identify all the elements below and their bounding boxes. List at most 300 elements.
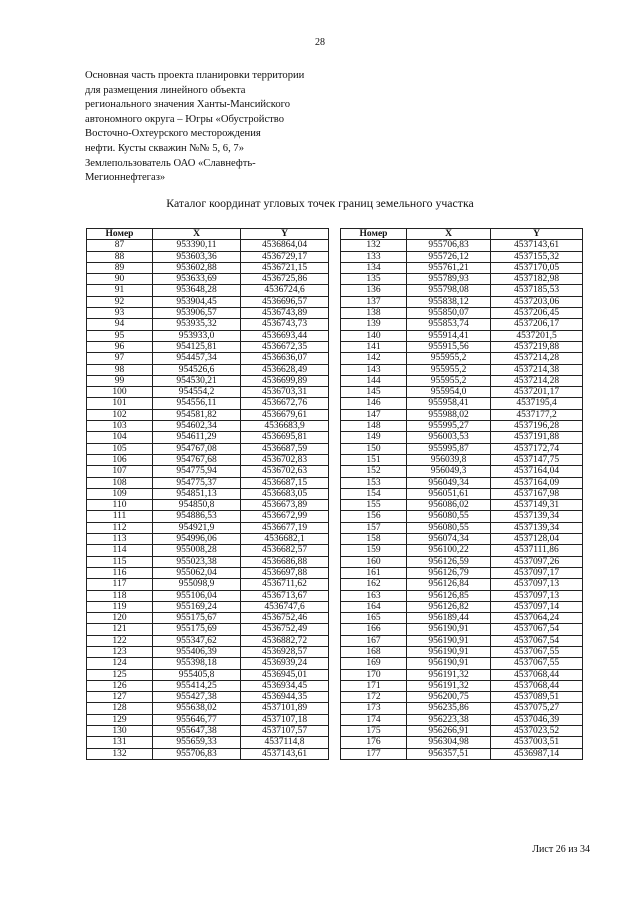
cell-x: 954581,82 xyxy=(153,409,241,420)
cell-number: 164 xyxy=(341,601,407,612)
table-row xyxy=(341,737,583,748)
cell-y: 4537172,74 xyxy=(491,443,583,454)
cell-x: 956051,61 xyxy=(407,488,491,499)
cell-x: 955955,2 xyxy=(407,364,491,375)
cell-x: 956190,91 xyxy=(407,658,491,669)
cell-number: 105 xyxy=(87,443,153,454)
cell-x: 954556,11 xyxy=(153,398,241,409)
cell-number: 88 xyxy=(87,251,153,262)
cell-number: 130 xyxy=(87,726,153,737)
cell-number: 177 xyxy=(341,748,407,759)
table-row xyxy=(87,262,329,273)
cell-y: 4537068,44 xyxy=(491,669,583,680)
cell-x: 953602,88 xyxy=(153,262,241,273)
cell-y: 4537155,32 xyxy=(491,251,583,262)
cell-x: 953933,0 xyxy=(153,330,241,341)
cell-y: 4537143,61 xyxy=(241,748,329,759)
table-row xyxy=(87,319,329,330)
table-row xyxy=(341,296,583,307)
table-row xyxy=(341,601,583,612)
cell-x: 955175,69 xyxy=(153,624,241,635)
column-header-x: X xyxy=(153,229,241,240)
table-row xyxy=(87,488,329,499)
cell-y: 4537195,4 xyxy=(491,398,583,409)
cell-x: 956126,59 xyxy=(407,556,491,567)
table-row xyxy=(87,409,329,420)
cell-x: 954775,37 xyxy=(153,477,241,488)
cell-number: 136 xyxy=(341,285,407,296)
cell-x: 954850,8 xyxy=(153,500,241,511)
table-row xyxy=(341,466,583,477)
cell-number: 142 xyxy=(341,353,407,364)
cell-x: 954125,81 xyxy=(153,341,241,352)
cell-number: 87 xyxy=(87,240,153,251)
cell-y: 4537097,13 xyxy=(491,579,583,590)
cell-y: 4537201,5 xyxy=(491,330,583,341)
cell-x: 956357,51 xyxy=(407,748,491,759)
cell-number: 116 xyxy=(87,567,153,578)
cell-x: 956049,34 xyxy=(407,477,491,488)
table-row xyxy=(87,353,329,364)
table-row xyxy=(341,624,583,635)
table-row xyxy=(87,680,329,691)
table-row xyxy=(87,330,329,341)
cell-y: 4537219,88 xyxy=(491,341,583,352)
table-row xyxy=(87,590,329,601)
cell-y: 4536687,15 xyxy=(241,477,329,488)
cell-x: 954530,21 xyxy=(153,375,241,386)
cell-number: 161 xyxy=(341,567,407,578)
table-row xyxy=(341,488,583,499)
cell-y: 4536677,19 xyxy=(241,522,329,533)
cell-number: 99 xyxy=(87,375,153,386)
table-row xyxy=(87,579,329,590)
cell-x: 955915,56 xyxy=(407,341,491,352)
table-row xyxy=(87,387,329,398)
cell-x: 953935,32 xyxy=(153,319,241,330)
cell-number: 101 xyxy=(87,398,153,409)
header-line: Восточно-Охтеурского месторождения xyxy=(85,128,261,140)
cell-number: 158 xyxy=(341,534,407,545)
table-row xyxy=(87,748,329,759)
table-row xyxy=(341,646,583,657)
cell-x: 955798,08 xyxy=(407,285,491,296)
cell-x: 955106,04 xyxy=(153,590,241,601)
cell-y: 4536713,67 xyxy=(241,590,329,601)
cell-y: 4537097,14 xyxy=(491,601,583,612)
table-row xyxy=(341,454,583,465)
cell-x: 955955,2 xyxy=(407,353,491,364)
cell-x: 955406,39 xyxy=(153,646,241,657)
cell-number: 100 xyxy=(87,387,153,398)
cell-number: 89 xyxy=(87,262,153,273)
cell-y: 4537182,98 xyxy=(491,274,583,285)
cell-y: 4537185,53 xyxy=(491,285,583,296)
cell-x: 956126,79 xyxy=(407,567,491,578)
table-row xyxy=(87,274,329,285)
cell-number: 133 xyxy=(341,251,407,262)
cell-number: 121 xyxy=(87,624,153,635)
cell-y: 4537206,45 xyxy=(491,308,583,319)
table-row xyxy=(87,669,329,680)
cell-y: 4536747,6 xyxy=(241,601,329,612)
cell-y: 4537214,38 xyxy=(491,364,583,375)
cell-x: 953906,57 xyxy=(153,308,241,319)
cell-number: 170 xyxy=(341,669,407,680)
cell-number: 175 xyxy=(341,726,407,737)
table-row xyxy=(341,726,583,737)
cell-number: 135 xyxy=(341,274,407,285)
table-row xyxy=(87,454,329,465)
table-row xyxy=(341,432,583,443)
cell-y: 4536752,49 xyxy=(241,624,329,635)
table-row xyxy=(341,748,583,759)
cell-number: 152 xyxy=(341,466,407,477)
cell-number: 145 xyxy=(341,387,407,398)
cell-x: 955647,38 xyxy=(153,726,241,737)
cell-x: 955988,02 xyxy=(407,409,491,420)
cell-y: 4537107,57 xyxy=(241,726,329,737)
cell-y: 4536864,04 xyxy=(241,240,329,251)
cell-y: 4536743,89 xyxy=(241,308,329,319)
column-header-x: X xyxy=(407,229,491,240)
cell-x: 956126,82 xyxy=(407,601,491,612)
cell-x: 955414,25 xyxy=(153,680,241,691)
cell-number: 153 xyxy=(341,477,407,488)
table-row xyxy=(341,567,583,578)
cell-x: 956235,86 xyxy=(407,703,491,714)
table-row xyxy=(341,398,583,409)
cell-x: 956126,84 xyxy=(407,579,491,590)
table-row xyxy=(87,556,329,567)
cell-y: 4537097,17 xyxy=(491,567,583,578)
cell-number: 115 xyxy=(87,556,153,567)
cell-x: 956191,32 xyxy=(407,680,491,691)
cell-y: 4537097,13 xyxy=(491,590,583,601)
table-row xyxy=(87,466,329,477)
cell-x: 955169,24 xyxy=(153,601,241,612)
cell-y: 4537067,54 xyxy=(491,635,583,646)
table-row xyxy=(341,262,583,273)
cell-y: 4536673,89 xyxy=(241,500,329,511)
cell-number: 98 xyxy=(87,364,153,375)
cell-x: 956126,85 xyxy=(407,590,491,601)
cell-x: 955955,2 xyxy=(407,375,491,386)
table-row xyxy=(341,240,583,251)
cell-y: 4536939,24 xyxy=(241,658,329,669)
column-header-number: Номер xyxy=(87,229,153,240)
cell-number: 106 xyxy=(87,454,153,465)
table-row xyxy=(87,398,329,409)
header-line: Мегионнефтегаз» xyxy=(85,172,166,184)
header-line: нефти. Кусты скважин №№ 5, 6, 7» xyxy=(85,142,244,154)
cell-x: 954457,34 xyxy=(153,353,241,364)
cell-x: 955958,41 xyxy=(407,398,491,409)
table-row xyxy=(341,522,583,533)
cell-y: 4537101,89 xyxy=(241,703,329,714)
column-header-number: Номер xyxy=(341,229,407,240)
page-number: 28 xyxy=(315,37,325,48)
cell-number: 159 xyxy=(341,545,407,556)
cell-y: 4537147,75 xyxy=(491,454,583,465)
cell-y: 4537046,39 xyxy=(491,714,583,725)
cell-number: 162 xyxy=(341,579,407,590)
cell-x: 955706,83 xyxy=(407,240,491,251)
cell-x: 954996,06 xyxy=(153,534,241,545)
table-row xyxy=(341,714,583,725)
table-row xyxy=(341,703,583,714)
table-row xyxy=(341,285,583,296)
cell-x: 954851,13 xyxy=(153,488,241,499)
cell-x: 954554,2 xyxy=(153,387,241,398)
table-row xyxy=(87,658,329,669)
table-row xyxy=(87,692,329,703)
cell-y: 4536693,44 xyxy=(241,330,329,341)
cell-number: 123 xyxy=(87,646,153,657)
table-row xyxy=(341,274,583,285)
table-row xyxy=(87,737,329,748)
cell-number: 128 xyxy=(87,703,153,714)
cell-y: 4536711,62 xyxy=(241,579,329,590)
cell-x: 954886,53 xyxy=(153,511,241,522)
cell-y: 4537075,27 xyxy=(491,703,583,714)
cell-y: 4537114,8 xyxy=(241,737,329,748)
cell-x: 954767,08 xyxy=(153,443,241,454)
cell-y: 4537167,98 xyxy=(491,488,583,499)
sheet-footer: Лист 26 из 34 xyxy=(532,844,590,855)
cell-y: 4537067,55 xyxy=(491,646,583,657)
cell-x: 956200,75 xyxy=(407,692,491,703)
cell-y: 4536686,88 xyxy=(241,556,329,567)
cell-number: 93 xyxy=(87,308,153,319)
cell-x: 956190,91 xyxy=(407,646,491,657)
table-row xyxy=(341,330,583,341)
cell-number: 154 xyxy=(341,488,407,499)
cell-x: 954775,94 xyxy=(153,466,241,477)
cell-y: 4536683,9 xyxy=(241,421,329,432)
table-row xyxy=(341,669,583,680)
table-row xyxy=(87,500,329,511)
cell-x: 956080,55 xyxy=(407,522,491,533)
cell-x: 956190,91 xyxy=(407,635,491,646)
cell-x: 956074,34 xyxy=(407,534,491,545)
cell-x: 955954,0 xyxy=(407,387,491,398)
table-row xyxy=(87,251,329,262)
table-row xyxy=(341,353,583,364)
cell-x: 955427,38 xyxy=(153,692,241,703)
cell-x: 956266,91 xyxy=(407,726,491,737)
cell-number: 114 xyxy=(87,545,153,556)
column-header-y: Y xyxy=(491,229,583,240)
table-row xyxy=(87,726,329,737)
cell-x: 955062,04 xyxy=(153,567,241,578)
table-row xyxy=(87,341,329,352)
cell-x: 954526,6 xyxy=(153,364,241,375)
table-row xyxy=(341,635,583,646)
cell-number: 109 xyxy=(87,488,153,499)
cell-x: 955398,18 xyxy=(153,658,241,669)
cell-y: 4536683,05 xyxy=(241,488,329,499)
table-row xyxy=(87,613,329,624)
cell-x: 956190,91 xyxy=(407,624,491,635)
cell-x: 955659,33 xyxy=(153,737,241,748)
cell-number: 144 xyxy=(341,375,407,386)
cell-y: 4536699,89 xyxy=(241,375,329,386)
cell-number: 112 xyxy=(87,522,153,533)
coordinates-table-left xyxy=(86,228,329,760)
cell-number: 169 xyxy=(341,658,407,669)
cell-number: 97 xyxy=(87,353,153,364)
cell-x: 955853,74 xyxy=(407,319,491,330)
table-row xyxy=(341,511,583,522)
cell-y: 4537206,17 xyxy=(491,319,583,330)
cell-x: 953633,69 xyxy=(153,274,241,285)
cell-y: 4537143,61 xyxy=(491,240,583,251)
table-row xyxy=(87,601,329,612)
cell-y: 4537203,06 xyxy=(491,296,583,307)
cell-number: 140 xyxy=(341,330,407,341)
table-row xyxy=(341,613,583,624)
cell-y: 4536729,17 xyxy=(241,251,329,262)
table-row xyxy=(341,579,583,590)
cell-x: 956191,32 xyxy=(407,669,491,680)
cell-y: 4537214,28 xyxy=(491,353,583,364)
cell-number: 171 xyxy=(341,680,407,691)
cell-number: 107 xyxy=(87,466,153,477)
cell-number: 131 xyxy=(87,737,153,748)
cell-number: 151 xyxy=(341,454,407,465)
cell-number: 176 xyxy=(341,737,407,748)
cell-y: 4537164,09 xyxy=(491,477,583,488)
cell-number: 167 xyxy=(341,635,407,646)
cell-y: 4537191,88 xyxy=(491,432,583,443)
cell-number: 120 xyxy=(87,613,153,624)
header-line: Основная часть проекта планировки территории xyxy=(85,70,305,81)
cell-y: 4536687,59 xyxy=(241,443,329,454)
table-row xyxy=(341,308,583,319)
cell-y: 4537107,18 xyxy=(241,714,329,725)
cell-number: 127 xyxy=(87,692,153,703)
cell-y: 4536945,01 xyxy=(241,669,329,680)
table-row xyxy=(341,545,583,556)
cell-y: 4536703,31 xyxy=(241,387,329,398)
cell-number: 137 xyxy=(341,296,407,307)
table-row xyxy=(341,387,583,398)
cell-x: 956039,8 xyxy=(407,454,491,465)
cell-number: 102 xyxy=(87,409,153,420)
coordinates-table-right xyxy=(340,228,583,760)
header-line: Землепользователь ОАО «Славнефть- xyxy=(85,157,256,169)
header-line: автономного округа – Югры «Обустройство xyxy=(85,113,285,125)
header-line: для размещения линейного объекта xyxy=(85,84,246,96)
cell-number: 113 xyxy=(87,534,153,545)
cell-x: 956189,44 xyxy=(407,613,491,624)
cell-y: 4536682,57 xyxy=(241,545,329,556)
cell-y: 4537177,2 xyxy=(491,409,583,420)
cell-y: 4537139,34 xyxy=(491,511,583,522)
cell-x: 956100,22 xyxy=(407,545,491,556)
table-row xyxy=(87,477,329,488)
cell-y: 4536743,73 xyxy=(241,319,329,330)
table-row xyxy=(341,500,583,511)
cell-y: 4537023,52 xyxy=(491,726,583,737)
cell-x: 955706,83 xyxy=(153,748,241,759)
cell-number: 92 xyxy=(87,296,153,307)
cell-number: 117 xyxy=(87,579,153,590)
cell-number: 134 xyxy=(341,262,407,273)
cell-x: 955726,12 xyxy=(407,251,491,262)
cell-x: 955995,87 xyxy=(407,443,491,454)
cell-x: 956049,3 xyxy=(407,466,491,477)
cell-x: 955347,62 xyxy=(153,635,241,646)
table-row xyxy=(87,624,329,635)
cell-x: 955995,27 xyxy=(407,421,491,432)
cell-y: 4537164,04 xyxy=(491,466,583,477)
table-row xyxy=(341,590,583,601)
cell-number: 160 xyxy=(341,556,407,567)
table-row xyxy=(341,319,583,330)
cell-number: 155 xyxy=(341,500,407,511)
cell-number: 96 xyxy=(87,341,153,352)
table-row xyxy=(341,443,583,454)
cell-number: 163 xyxy=(341,590,407,601)
cell-y: 4537067,55 xyxy=(491,658,583,669)
cell-y: 4537214,28 xyxy=(491,375,583,386)
table-row xyxy=(341,421,583,432)
table-row xyxy=(87,511,329,522)
cell-x: 953648,28 xyxy=(153,285,241,296)
cell-x: 955838,12 xyxy=(407,296,491,307)
table-row xyxy=(87,646,329,657)
cell-y: 4537067,54 xyxy=(491,624,583,635)
table-row xyxy=(341,341,583,352)
cell-number: 110 xyxy=(87,500,153,511)
cell-number: 126 xyxy=(87,680,153,691)
cell-x: 955175,67 xyxy=(153,613,241,624)
table-row xyxy=(87,522,329,533)
table-row xyxy=(341,364,583,375)
cell-number: 90 xyxy=(87,274,153,285)
cell-y: 4536702,83 xyxy=(241,454,329,465)
cell-number: 125 xyxy=(87,669,153,680)
cell-x: 955405,8 xyxy=(153,669,241,680)
cell-y: 4536672,76 xyxy=(241,398,329,409)
table-row xyxy=(87,635,329,646)
table-row xyxy=(87,545,329,556)
cell-x: 954611,29 xyxy=(153,432,241,443)
cell-x: 954921,9 xyxy=(153,522,241,533)
table-row xyxy=(87,534,329,545)
catalog-title: Каталог координат угловых точек границ земельного участка xyxy=(166,196,474,210)
cell-y: 4536695,81 xyxy=(241,432,329,443)
cell-x: 953603,36 xyxy=(153,251,241,262)
cell-number: 95 xyxy=(87,330,153,341)
table-row xyxy=(87,308,329,319)
cell-y: 4536987,14 xyxy=(491,748,583,759)
table-row xyxy=(87,375,329,386)
cell-y: 4537068,44 xyxy=(491,680,583,691)
table-row xyxy=(87,432,329,443)
cell-number: 149 xyxy=(341,432,407,443)
cell-y: 4537170,05 xyxy=(491,262,583,273)
cell-number: 129 xyxy=(87,714,153,725)
cell-y: 4537128,04 xyxy=(491,534,583,545)
cell-y: 4537149,31 xyxy=(491,500,583,511)
cell-y: 4536697,88 xyxy=(241,567,329,578)
cell-x: 955789,93 xyxy=(407,274,491,285)
cell-y: 4537201,17 xyxy=(491,387,583,398)
cell-number: 91 xyxy=(87,285,153,296)
